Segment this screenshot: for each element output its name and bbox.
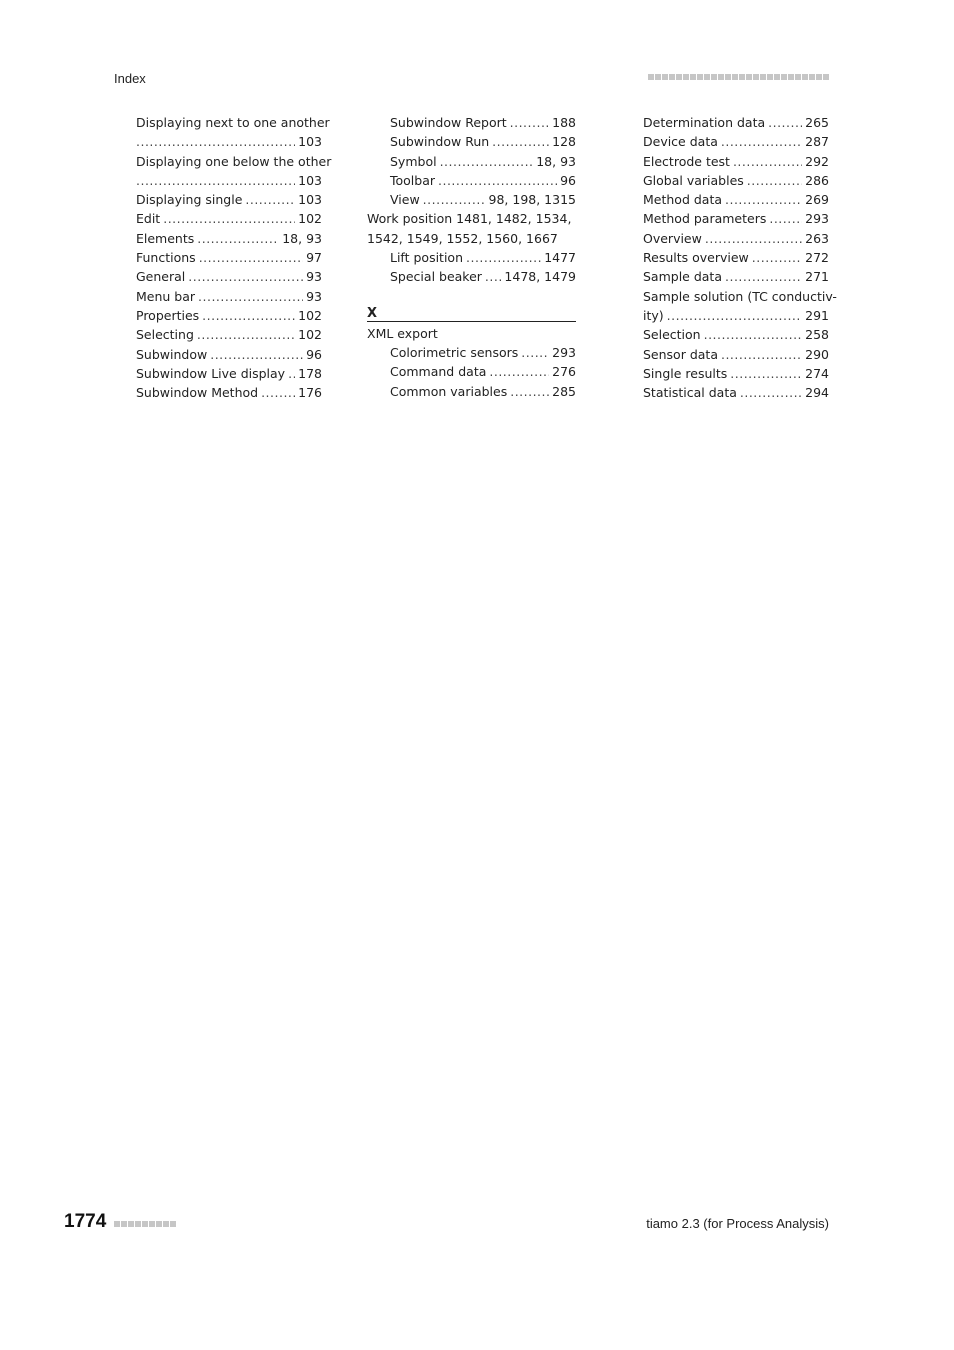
index-entry-label: Statistical data <box>643 385 737 401</box>
decor-square <box>655 74 661 80</box>
index-entry-label: Subwindow <box>136 346 208 362</box>
index-entry-label: Selection <box>643 327 701 343</box>
index-entry <box>367 171 576 190</box>
index-entry <box>136 248 322 267</box>
index-entry-page: 269 <box>805 192 829 208</box>
index-entry <box>643 267 829 286</box>
leader-dots <box>485 267 502 286</box>
index-entry-label: Results overview <box>643 250 749 266</box>
decor-square <box>142 1221 148 1227</box>
index-entry <box>136 306 322 325</box>
index-entry-label: Displaying next to one another <box>136 115 330 130</box>
decor-square <box>676 74 682 80</box>
index-entry-page: 97 <box>306 250 322 266</box>
index-entry <box>643 325 829 344</box>
leader-dots <box>747 171 802 190</box>
index-entry <box>367 152 576 171</box>
decor-square <box>121 1221 127 1227</box>
index-entry-page: 285 <box>552 383 576 399</box>
decor-square <box>753 74 759 80</box>
decor-square <box>767 74 773 80</box>
section-letter-x: X <box>367 305 576 322</box>
index-entry-label: Lift position <box>390 250 464 266</box>
index-entry-page: 272 <box>805 250 829 266</box>
index-column-1 <box>136 113 332 402</box>
index-entry <box>136 383 322 402</box>
index-entry-label: ity) <box>643 307 664 323</box>
index-entry-page: 102 <box>298 307 322 323</box>
decor-square <box>746 74 752 80</box>
leader-dots <box>163 209 295 228</box>
index-entry-page: 96 <box>560 172 576 188</box>
index-entry <box>643 383 829 402</box>
leader-dots <box>188 267 303 286</box>
index-entry-label: Selecting <box>136 327 194 343</box>
index-entry-page: 276 <box>552 364 576 380</box>
footer-page-number: 1774 <box>64 1211 107 1232</box>
index-entry-label: Elements <box>136 230 195 246</box>
leader-dots <box>197 229 279 248</box>
index-entry-page: 103 <box>298 192 322 208</box>
index-column-3 <box>643 113 837 402</box>
decor-square <box>802 74 808 80</box>
index-entry <box>643 345 829 364</box>
index-entry <box>136 364 322 383</box>
index-entry <box>136 132 322 151</box>
decor-square <box>156 1221 162 1227</box>
index-entry <box>136 229 322 248</box>
index-entry-label: Single results <box>643 365 728 381</box>
index-entry-label: Displaying one below the other <box>136 153 332 169</box>
decor-square <box>690 74 696 80</box>
index-entry <box>136 152 332 171</box>
decor-square <box>683 74 689 80</box>
index-entry <box>136 267 322 286</box>
index-entry-page: 18, 93 <box>536 153 576 169</box>
index-entry <box>136 190 322 209</box>
leader-dots <box>288 364 295 383</box>
index-entry <box>367 248 576 267</box>
leader-dots <box>721 345 802 364</box>
index-entry <box>643 287 837 306</box>
leader-dots <box>721 132 802 151</box>
decor-square <box>662 74 668 80</box>
leader-dots <box>510 382 549 401</box>
decor-square <box>170 1221 176 1227</box>
decor-square <box>149 1221 155 1227</box>
index-entry-page: 1477 <box>544 250 576 266</box>
index-entry-page: 93 <box>306 288 322 304</box>
index-entry-page: 263 <box>805 230 829 246</box>
decor-square <box>732 74 738 80</box>
leader-dots <box>136 171 295 190</box>
leader-dots <box>466 248 541 267</box>
index-entry-page: 96 <box>306 346 322 362</box>
index-entry-label: Functions <box>136 250 196 266</box>
index-entry-label: Method data <box>643 192 723 208</box>
index-entry <box>136 209 322 228</box>
leader-dots <box>768 113 802 132</box>
index-entry-label: Subwindow Run <box>390 134 490 150</box>
decor-square <box>760 74 766 80</box>
index-entry-label: Overview <box>643 230 702 246</box>
index-entry-label: Common variables <box>390 383 508 399</box>
index-entry-label: Displaying single <box>136 192 243 208</box>
decor-square <box>114 1221 120 1227</box>
index-entry <box>367 190 576 209</box>
decor-square <box>128 1221 134 1227</box>
index-entry-page: 290 <box>805 346 829 362</box>
index-entry-label: View <box>390 192 420 208</box>
leader-dots <box>245 190 295 209</box>
leader-dots <box>725 190 802 209</box>
decor-square <box>809 74 815 80</box>
index-entry-label: Menu bar <box>136 288 196 304</box>
decor-square <box>823 74 829 80</box>
index-entry-work-position-pages: 1542, 1549, 1552, 1560, 1667 <box>367 230 558 246</box>
index-entry-page: 1478, 1479 <box>504 269 576 285</box>
index-entry-page: 102 <box>298 211 322 227</box>
leader-dots <box>725 267 802 286</box>
index-entry-label: Command data <box>390 364 487 380</box>
index-entry-label: Subwindow Report <box>390 115 507 130</box>
index-entry-page: 287 <box>805 134 829 150</box>
leader-dots <box>438 171 557 190</box>
index-entry <box>643 229 829 248</box>
footer-decor-squares <box>114 1221 176 1227</box>
leader-dots <box>197 325 295 344</box>
index-entry-page: 294 <box>805 385 829 401</box>
index-column-2 <box>367 113 576 401</box>
index-entry-label: Edit <box>136 211 161 227</box>
leader-dots <box>740 383 802 402</box>
index-entry <box>136 171 322 190</box>
index-entry-page: 18, 93 <box>282 230 322 246</box>
index-entry-page: 271 <box>805 269 829 285</box>
index-entry-label: Electrode test <box>643 153 730 169</box>
decor-square <box>669 74 675 80</box>
index-entry-page: 128 <box>552 134 576 150</box>
index-entry <box>643 171 829 190</box>
index-entry <box>367 343 576 362</box>
index-entry <box>643 113 829 132</box>
index-entry-page: 178 <box>298 365 322 381</box>
index-entry-label: Sample solution (TC conductiv- <box>643 288 837 304</box>
index-entry <box>367 267 576 286</box>
decor-square <box>795 74 801 80</box>
index-entry-label: Colorimetric sensors <box>390 344 519 360</box>
index-entry <box>136 287 322 306</box>
leader-dots <box>667 306 802 325</box>
leader-dots <box>202 306 295 325</box>
index-entry <box>367 362 576 381</box>
decor-square <box>697 74 703 80</box>
index-entry <box>367 382 576 401</box>
decor-square <box>725 74 731 80</box>
index-entry <box>643 248 829 267</box>
leader-dots <box>733 152 802 171</box>
index-entry-label: Sample data <box>643 269 722 285</box>
leader-dots <box>521 343 549 362</box>
index-entry <box>367 113 576 132</box>
index-entry-label: Global variables <box>643 172 744 188</box>
header-decor-squares <box>648 74 829 80</box>
index-entry-page: 286 <box>805 172 829 188</box>
decor-square <box>718 74 724 80</box>
leader-dots <box>136 132 295 151</box>
index-entry <box>643 209 829 228</box>
decor-square <box>816 74 822 80</box>
leader-dots <box>769 209 802 228</box>
index-entry <box>643 152 829 171</box>
index-entry-label: General <box>136 269 186 285</box>
decor-square <box>781 74 787 80</box>
index-entry <box>136 113 330 132</box>
index-entry-work-position: Work position 1481, 1482, 1534, <box>367 211 572 227</box>
index-entry-page: 176 <box>298 385 322 401</box>
index-entry-page: 93 <box>306 269 322 285</box>
decor-square <box>135 1221 141 1227</box>
index-entry-page: 293 <box>552 344 576 360</box>
index-entry <box>136 345 322 364</box>
leader-dots <box>423 190 486 209</box>
decor-square <box>648 74 654 80</box>
leader-dots <box>261 383 295 402</box>
leader-dots <box>730 364 802 383</box>
index-entry-page: 265 <box>805 115 829 130</box>
index-entry-page: 98, 198, 1315 <box>488 192 576 208</box>
leader-dots <box>198 287 303 306</box>
index-entry-label: Symbol <box>390 153 437 169</box>
index-entry-page: 258 <box>805 327 829 343</box>
index-entry-label: Sensor data <box>643 346 718 362</box>
decor-square <box>704 74 710 80</box>
index-entry <box>136 325 322 344</box>
index-entry-label: Special beaker <box>390 269 482 285</box>
index-entry-page: 103 <box>298 134 322 150</box>
header-title: Index <box>114 71 146 86</box>
index-entry <box>643 306 829 325</box>
leader-dots <box>705 229 802 248</box>
index-entry-label: Properties <box>136 307 200 323</box>
leader-dots <box>440 152 534 171</box>
index-entry-page: 293 <box>805 211 829 227</box>
index-entry <box>643 132 829 151</box>
leader-dots <box>510 113 550 132</box>
index-entry-page: 188 <box>552 115 576 130</box>
index-entry-label: Subwindow Live display <box>136 365 286 381</box>
index-entry-label: Toolbar <box>390 172 436 188</box>
footer-product-name: tiamo 2.3 (for Process Analysis) <box>646 1216 829 1231</box>
decor-square <box>163 1221 169 1227</box>
decor-square <box>711 74 717 80</box>
leader-dots <box>492 132 549 151</box>
index-entry-label: Method parameters <box>643 211 767 227</box>
leader-dots <box>199 248 303 267</box>
index-entry-label: Device data <box>643 134 718 150</box>
index-entry-xml-export: XML export <box>367 325 438 341</box>
leader-dots <box>210 345 303 364</box>
index-entry-page: 103 <box>298 172 322 188</box>
index-entry <box>643 190 829 209</box>
index-entry-page: 102 <box>298 327 322 343</box>
decor-square <box>774 74 780 80</box>
index-entry-page: 292 <box>805 153 829 169</box>
index-entry-label: Determination data <box>643 115 766 130</box>
decor-square <box>739 74 745 80</box>
index-entry-label: Subwindow Method <box>136 385 259 401</box>
leader-dots <box>752 248 802 267</box>
leader-dots <box>489 362 549 381</box>
leader-dots <box>704 325 803 344</box>
index-entry <box>643 364 829 383</box>
decor-square <box>788 74 794 80</box>
index-entry <box>367 132 576 151</box>
index-entry-page: 291 <box>805 307 829 323</box>
index-entry-page: 274 <box>805 365 829 381</box>
